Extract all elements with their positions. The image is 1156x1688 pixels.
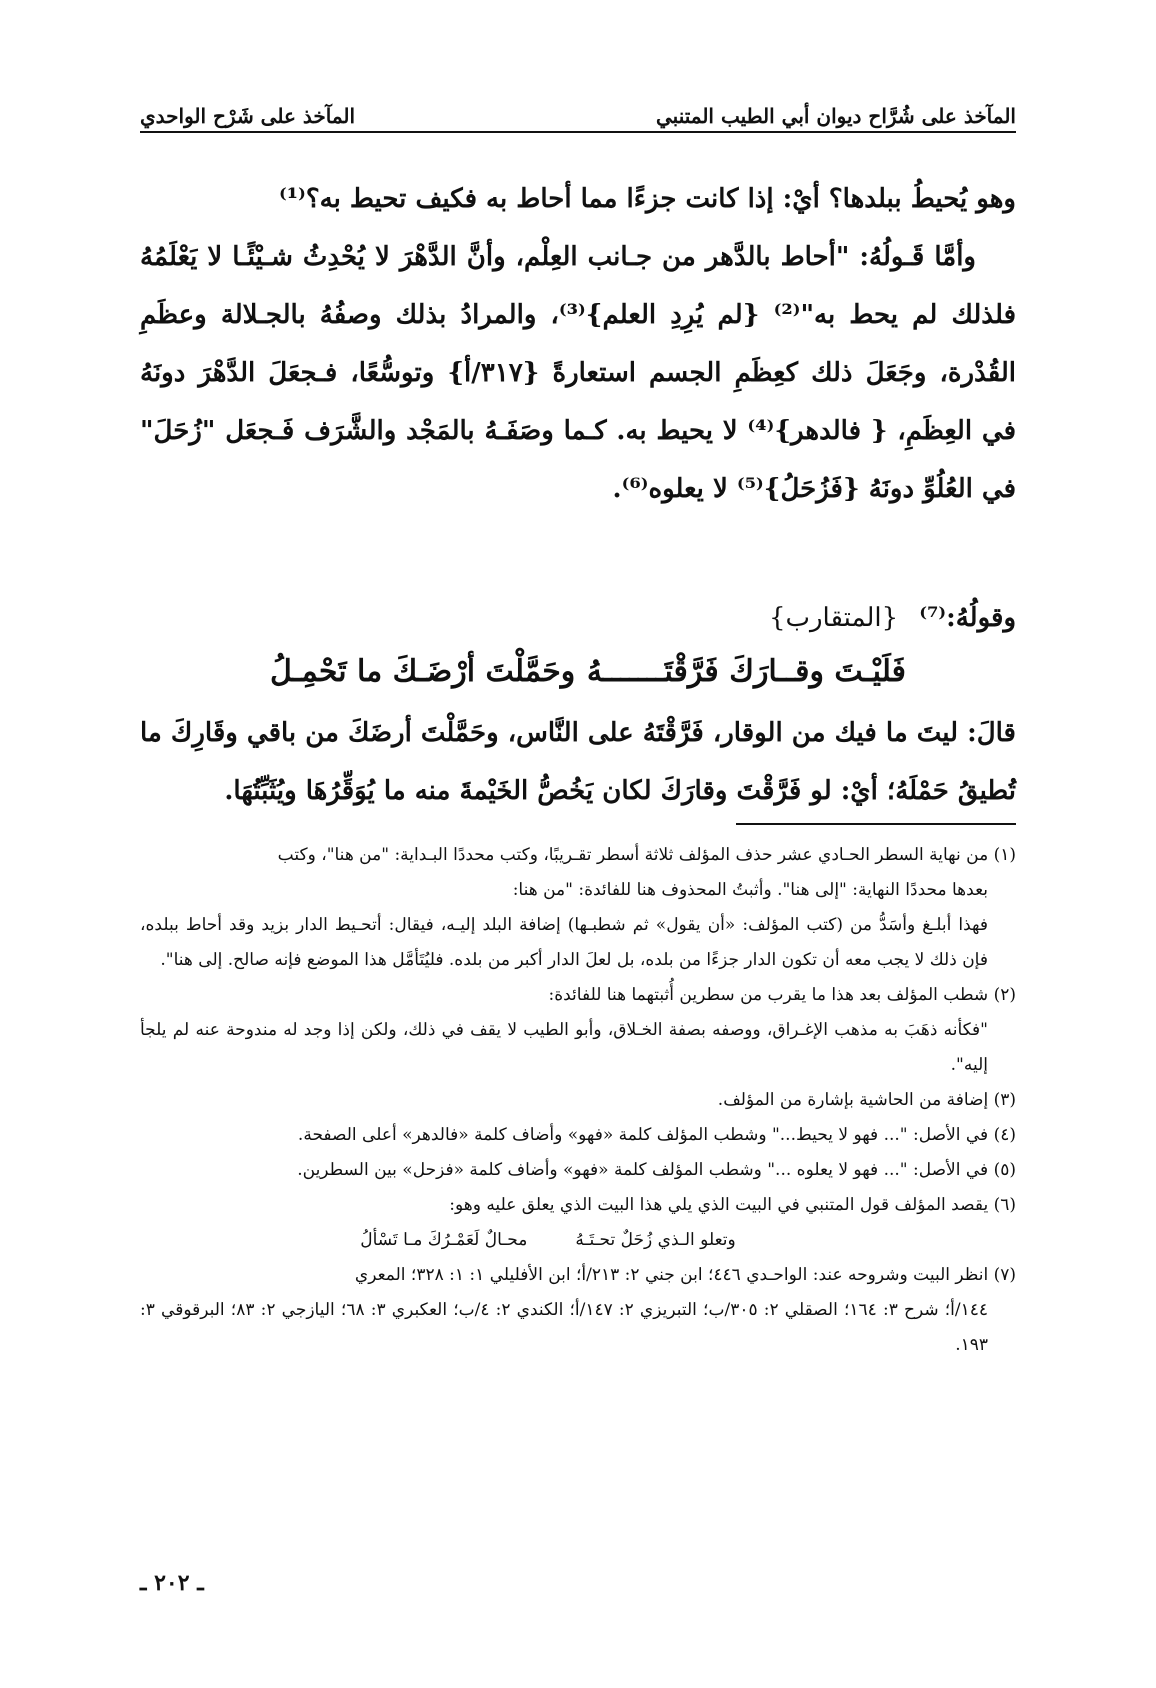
footnote-2-quote: "فكأنه ذهَبَ به مذهب الإغـراق، ووصفه بصفة الخـلاق، وأبو الطيب لا يقف في ذلك، ولكن إذا وجد له مندوحة عنه لم يلجأ إليه". [140, 1020, 988, 1075]
footnote-5: (٥) في الأصل: "... فهو لا يعلوه ..." وشطب المؤلف كلمة «فهو» وأضاف كلمة «فزحل» بين السطرين. [297, 1160, 1016, 1180]
footnote-divider [736, 823, 1016, 825]
verse-section [140, 598, 1016, 846]
verse-hemistich-left: وحَمَّلْتَ أرْضَـكَ ما تَحْمِـلُ [270, 654, 576, 689]
footnote-7-line-1: (٧) انظر البيت وشروحه عند: الواحـدي ٤٤٦؛ ابن جني ٢: ٢١٣/أ؛ ابن الأفليلي ١: ١: ٣٢٨؛ المعري [354, 1265, 1016, 1285]
header-book-title: المآخذ على شُرَّاح ديوان أبي الطيب المتنبي [656, 104, 1016, 128]
verse-explanation: قالَ: ليتَ ما فيك من الوقار، فَرَّقْتَهُ على النَّاس، وحَمَّلْتَ أرضَكَ من باقي وقَارِكَ ما تُطيقُ حَمْلَهُ؛ أيْ: لو فَرَّقْتَ وقارَكَ لكان يَخُصُّ الخَيْمةَ منه ما يُوَقِّرُهَا ويُثَبِّتُهَا. [140, 718, 1016, 806]
footnote-1-quote: فهذا أبلـغ وأسَدُّ من (كتب المؤلف: «أن يقول» ثم شطبـها) إضافة البلد إليـه، فيقال: أتحـيط الدار بزيد وقد أحاط ببلده، فإن ذلك لا يجب معه أن تكون الدار جزءًا من بلده، بل لعلَ الدار أكبر من بلده. فليُتَأمَّل هذا الموضع فإنه صالح. إلى هنا". [140, 915, 988, 970]
verse-intro: وقولُهُ:⁽⁷⁾ [919, 603, 1016, 633]
verse-meter: {المتقارب} [768, 603, 899, 633]
verse-heading [140, 598, 1016, 638]
header-divider [140, 131, 1016, 133]
footnote-2-line-1: (٢) شطب المؤلف بعد هذا ما يقرب من سطرين أُثبتهما هنا للفائدة: [548, 985, 1016, 1005]
footnote-3: (٣) إضافة من الحاشية بإشارة من المؤلف. [717, 1090, 1016, 1110]
footnote-4: (٤) في الأصل: "... فهو لا يحيط..." وشطب المؤلف كلمة «فهو» وأضاف كلمة «فالدهر» أعلى الصفحة. [297, 1125, 1016, 1145]
verse-hemistich-right: فَلَيْـتَ وقــارَكَ فَرَّقْتَـــــــهُ [586, 654, 906, 689]
paragraph-2: وأمَّا قَـولُهُ: "أحاط بالدَّهر من جـانب العِلْم، وأنَّ الدَّهْرَ لا يُحْدِثُ شـيْئًـا لا يَعْلَمُهُ فلذلك لم يحط به"⁽²⁾ {لم يُرِدِ العلم}⁽³⁾، والمرادُ بذلك وصفُهُ بالجـلالة وعظَمِ القُدْرة، وجَعَلَ ذلك كعِظَمِ الجسم استعارةً {٣١٧/أ} وتوسُّعًا، فـجعَلَ الدَّهْرَ دونَهُ في العِظَمِ، { فالدهر}⁽⁴⁾ لا يحيط به. كـما وصَفَـهُ بالمَجْد والشَّرَف فَـجعَل "زُحَلَ" في العُلُوِّ دونَهُ {فَزُحَلُ}⁽⁵⁾ لا يعلوه⁽⁶⁾. [140, 242, 1017, 504]
verse-line [140, 642, 1016, 702]
footnote-7-line-2: ١٤٤/أ؛ شرح ٣: ١٦٤؛ الصقلي ٢: ٣٠٥/ب؛ التبريزي ٢: ١٤٧/أ؛ الكندي ٢: ٤/ب؛ العكبري ٣: ٦٨؛ اليازجي ٢: ٨٣؛ البرقوقي ٣: ١٩٣. [140, 1300, 988, 1355]
footnote-6-hemistich-right: وتعلو الـذي زُحَلٌ تحـتَـهُ [575, 1230, 736, 1250]
footnote-1-line-2: بعدها محددًا النهاية: "إلى هنا". وأثبتُ المحذوف هنا للفائدة: "من هنا: [512, 880, 988, 900]
footnote-6: (٦) يقصد المؤلف قول المتنبي في البيت الذي يلي هذا البيت الذي يعلق عليه وهو: [449, 1195, 1016, 1215]
footnotes [140, 838, 1016, 1363]
footnote-6-verse [140, 1223, 1016, 1258]
footnote-1-line-1: (١) من نهاية السطر الحـادي عشر حذف المؤلف ثلاثة أسطر تقـريبًا، وكتب محددًا البـداية: "من هنا"، وكتب [277, 845, 1016, 865]
footnote-6-hemistich-left: محـالٌ لَعَمْـرُكَ مـا تَسْألُ [360, 1230, 528, 1250]
paragraph-1: وهو يُحيطُ ببلدها؟ أيْ: إذا كانت جزءًا مما أحاط به فكيف تحيط به؟⁽¹⁾ [278, 184, 1016, 214]
running-header [140, 92, 1016, 128]
header-section-title: المآخذ على شَرْح الواحدي [140, 104, 356, 128]
page-number: ـ ٢٠٢ ـ [140, 1570, 204, 1596]
main-text [140, 170, 1016, 518]
